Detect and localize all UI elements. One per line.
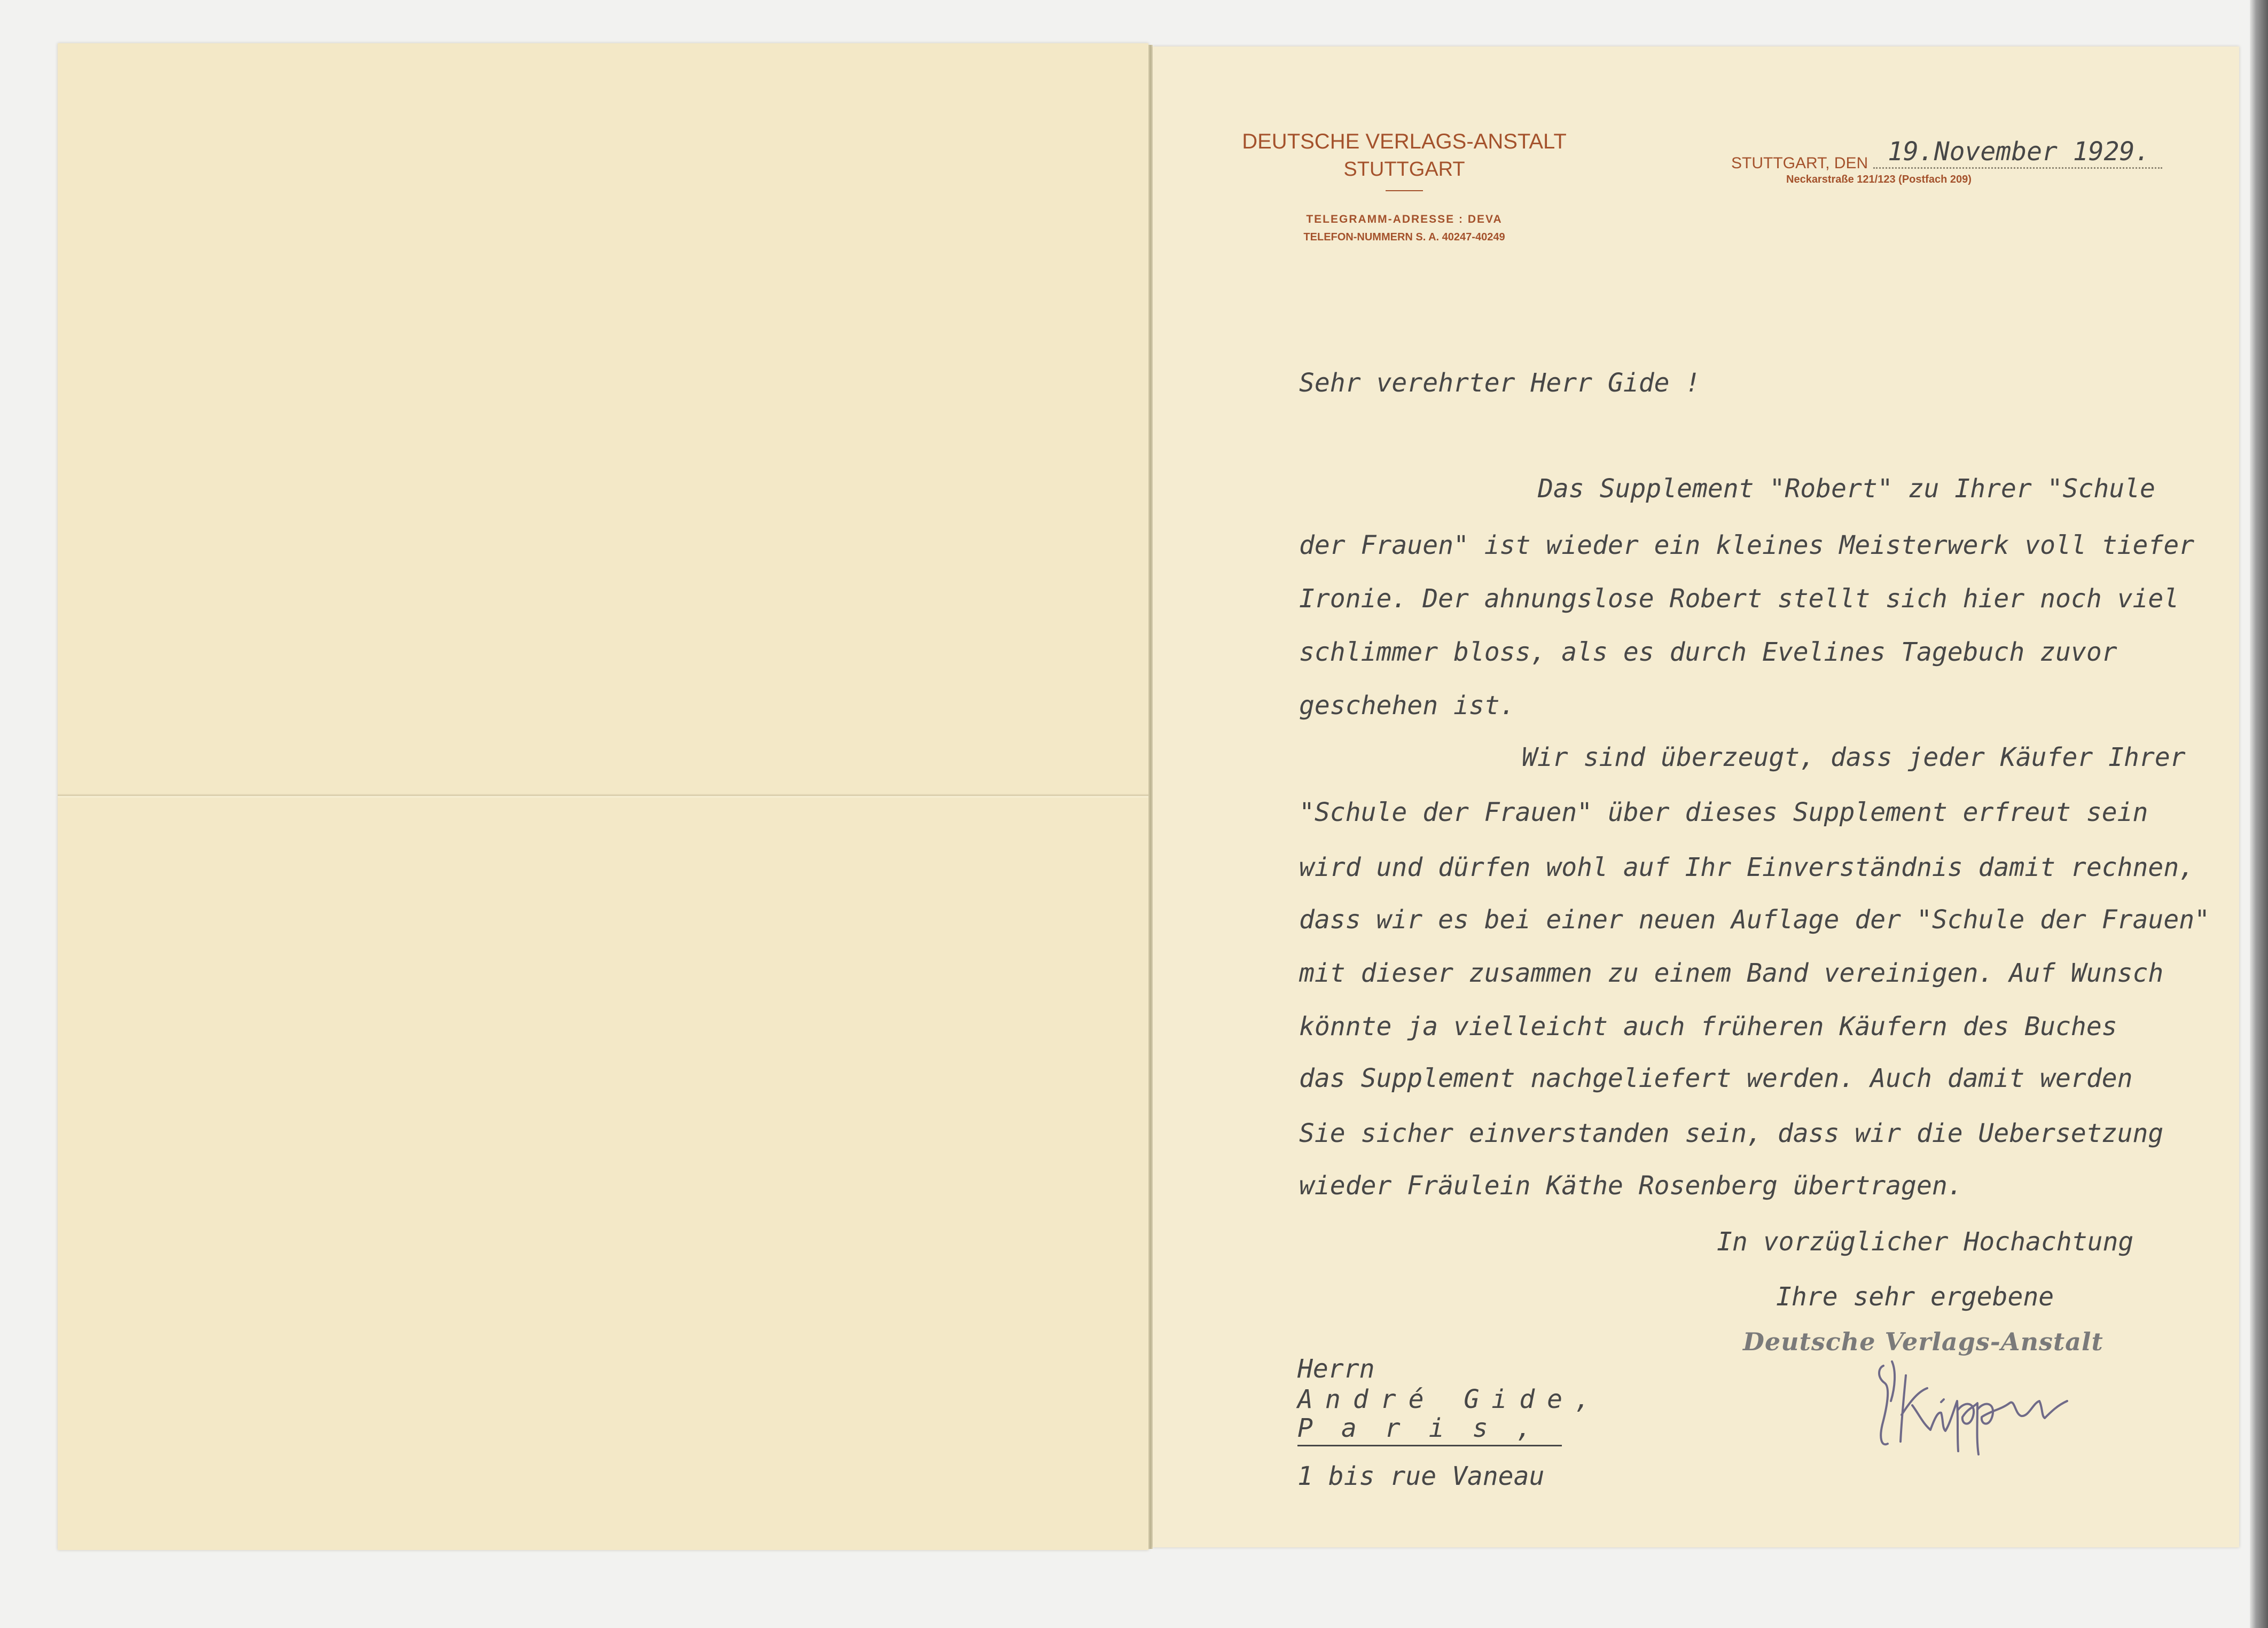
company-stamp: Deutsche Verlags-Anstalt [1743,1327,2103,1356]
letterhead-telegram: TELEGRAMM-ADRESSE : DEVA [1306,213,1503,225]
body-line: wieder Fräulein Käthe Rosenberg übertragen. [1299,1171,1963,1201]
body-line: könnte ja vielleicht auch früheren Käufern des Buches [1299,1012,2117,1042]
letter-page [1153,46,2239,1547]
letterhead-place-label: STUTTGART, DEN [1731,154,1868,172]
body-line: Ironie. Der ahnungslose Robert stellt sich hier noch viel [1299,584,2179,614]
body-line: mit dieser zusammen zu einem Band vereinigen. Auf Wunsch [1299,958,2164,988]
body-line: Das Supplement "Robert" zu Ihrer "Schule [1538,474,2155,504]
letterhead-company: DEUTSCHE VERLAGS-ANSTALT [1242,130,1567,153]
body-line: wird und dürfen wohl auf Ihr Einverständnis damit rechnen, [1299,852,2195,882]
recipient-city-underline [1297,1445,1562,1446]
body-line: "Schule der Frauen" über dieses Supplement erfreut sein [1299,797,2148,827]
letter-date: 19.November 1929. [1888,137,2150,167]
letterhead-city: STUTTGART [1343,158,1465,181]
letterhead-phone: TELEFON-NUMMERN S. A. 40247-40249 [1303,231,1505,243]
closing-line: Ihre sehr ergebene [1776,1282,2054,1312]
scanner-edge [2250,0,2268,1628]
page-gutter [1148,45,1153,1549]
paper-fold-line [58,794,1148,798]
letterhead-block [1191,46,1618,260]
body-line: der Frauen" ist wieder ein kleines Meisterwerk voll tiefer [1299,530,2195,560]
recipient-city: Paris, [1297,1413,1560,1443]
salutation: Sehr verehrter Herr Gide ! [1299,368,1701,398]
left-page [58,43,1148,1550]
letterhead-street-address: Neckarstraße 121/123 (Postfach 209) [1786,174,1972,185]
body-line: Wir sind überzeugt, dass jeder Käufer Ihrer [1522,742,2186,772]
closing-line: In vorzüglicher Hochachtung [1717,1227,2134,1257]
body-line: Sie sicher einverstanden sein, dass wir die Uebersetzung [1299,1118,2164,1148]
body-line: dass wir es bei einer neuen Auflage der "Schule der Frauen" [1299,905,2210,935]
handwritten-signature [1863,1350,2098,1457]
recipient-name: André Gide, [1297,1384,1602,1414]
letterhead-rule [1386,190,1423,191]
recipient-honorific: Herrn [1297,1354,1375,1384]
recipient-street: 1 bis rue Vaneau [1297,1461,1545,1491]
body-line: das Supplement nachgeliefert werden. Auch damit werden [1299,1063,2133,1093]
date-dotted-line [1873,167,2162,169]
body-line: schlimmer bloss, als es durch Evelines Tagebuch zuvor [1299,637,2117,667]
body-line: geschehen ist. [1299,691,1515,721]
